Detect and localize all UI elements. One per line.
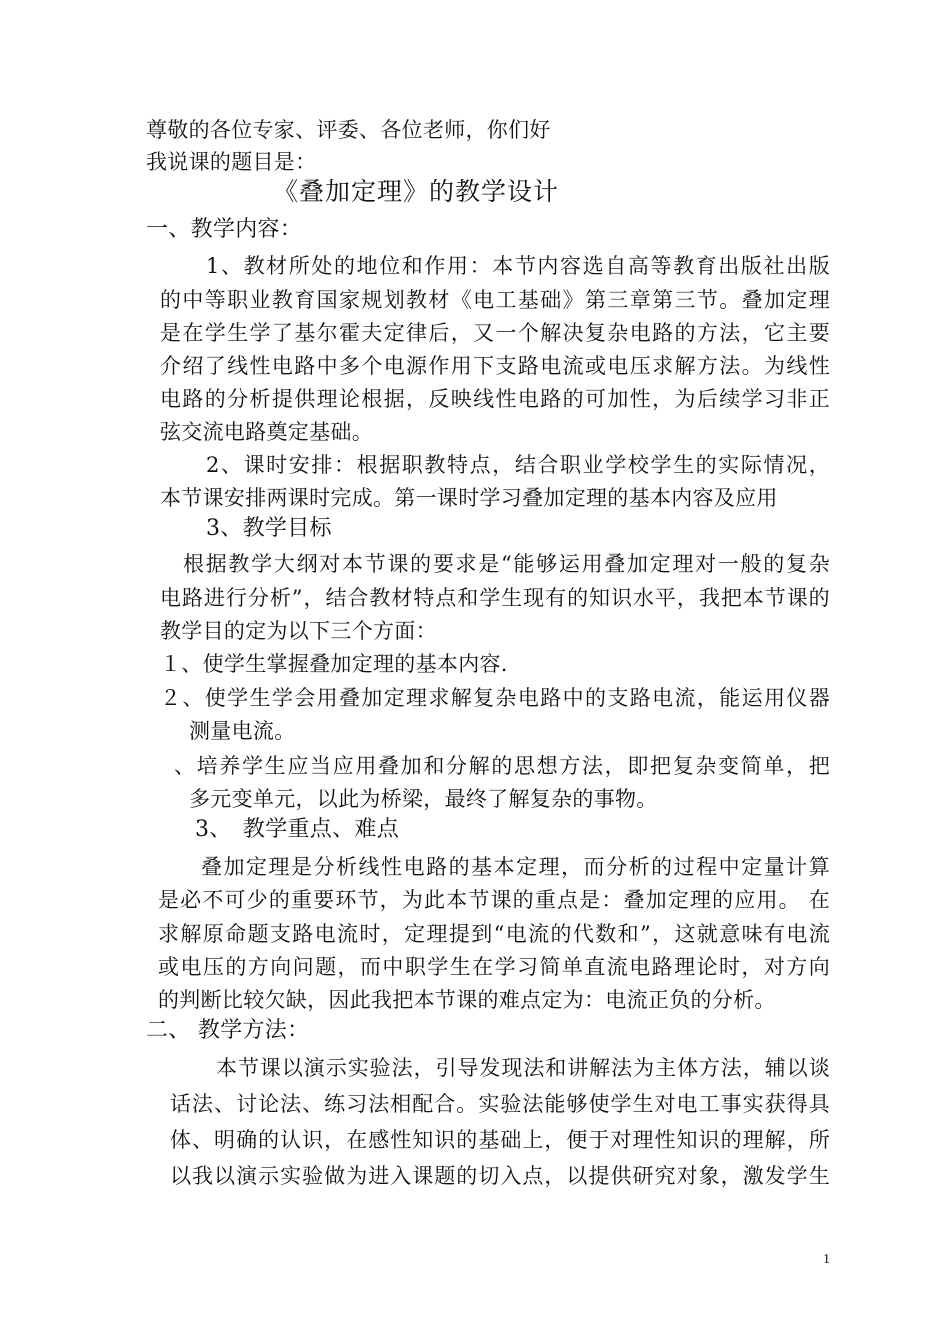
paragraph-line: 本节课安排两课时完成。第一课时学习叠加定理的基本内容及应用 xyxy=(160,486,778,510)
greeting-line: 尊敬的各位专家、评委、各位老师，你们好 xyxy=(146,118,551,142)
document-title: 《叠加定理》的教学设计 xyxy=(273,177,560,206)
paragraph-line: 的中等职业教育国家规划教材《电工基础》第三章第三节。叠加定理 xyxy=(160,288,830,312)
paragraph-line: 叠加定理是分析线性电路的基本定理，而分析的过程中定量计算 xyxy=(201,855,830,879)
paragraph-line: 体、明确的认识，在感性知识的基础上，便于对理性知识的理解，所 xyxy=(170,1128,830,1152)
paragraph-line: 话法、讨论法、练习法相配合。实验法能够使学生对电工事实获得具 xyxy=(170,1092,830,1116)
intro-line: 我说课的题目是： xyxy=(146,150,317,174)
subsection-heading-goals: 3、教学目标 xyxy=(206,516,332,541)
paragraph-line: 是必不可少的重要环节，为此本节课的重点是：叠加定理的应用。 在 xyxy=(158,888,830,912)
paragraph-line: 的判断比较欠缺，因此我把本节课的难点定为：电流正负的分析。 xyxy=(158,988,776,1012)
page-number: 1 xyxy=(823,1252,830,1267)
paragraph-line: 介绍了线性电路中多个电源作用下支路电流或电压求解方法。为线性 xyxy=(160,354,830,378)
paragraph-line: 根据教学大纲对本节课的要求是“能够运用叠加定理对一般的复杂 xyxy=(183,552,830,576)
paragraph-line: 以我以演示实验做为进入课题的切入点，以提供研究对象，激发学生 xyxy=(170,1164,830,1188)
paragraph-line: 弦交流电路奠定基础。 xyxy=(160,420,373,444)
paragraph-line: 1、教材所处的地位和作用：本节内容选自高等教育出版社出版 xyxy=(206,254,830,278)
paragraph-line: 或电压的方向问题，而中职学生在学习简单直流电路理论时，对方向 xyxy=(158,955,830,979)
section-heading-methods: 二、 教学方法： xyxy=(146,1018,310,1043)
paragraph-line: 本节课以演示实验法，引导发现法和讲解法为主体方法，辅以谈 xyxy=(216,1056,830,1080)
paragraph-line: 求解原命题支路电流时，定理提到“电流的代数和”，这就意味有电流 xyxy=(158,922,830,946)
goal-item: 、培养学生应当应用叠加和分解的思想方法，即把复杂变简单，把 xyxy=(174,754,830,778)
paragraph-line: 是在学生学了基尔霍夫定律后，又一个解决复杂电路的方法，它主要 xyxy=(160,321,830,345)
paragraph-line: 电路的分析提供理论根据，反映线性电路的可加性，为后续学习非正 xyxy=(160,387,830,411)
paragraph-line: 教学目的定为以下三个方面： xyxy=(160,619,437,643)
goal-item-continued: 测量电流。 xyxy=(189,719,296,743)
goal-item: ２、使学生学会用叠加定理求解复杂电路中的支路电流，能运用仪器 xyxy=(160,686,830,710)
paragraph-line: 2、课时安排：根据职教特点，结合职业学校学生的实际情况， xyxy=(206,453,830,477)
goal-item-continued: 多元变单元，以此为桥梁，最终了解复杂的事物。 xyxy=(189,787,658,811)
paragraph-line: 电路进行分析”，结合教材特点和学生现有的知识水平，我把本节课的 xyxy=(160,586,830,610)
section-heading-content: 一、教学内容： xyxy=(146,217,303,242)
goal-item: １、使学生掌握叠加定理的基本内容. xyxy=(160,652,508,676)
subsection-heading-key-points: 3、 教学重点、难点 xyxy=(195,817,399,842)
